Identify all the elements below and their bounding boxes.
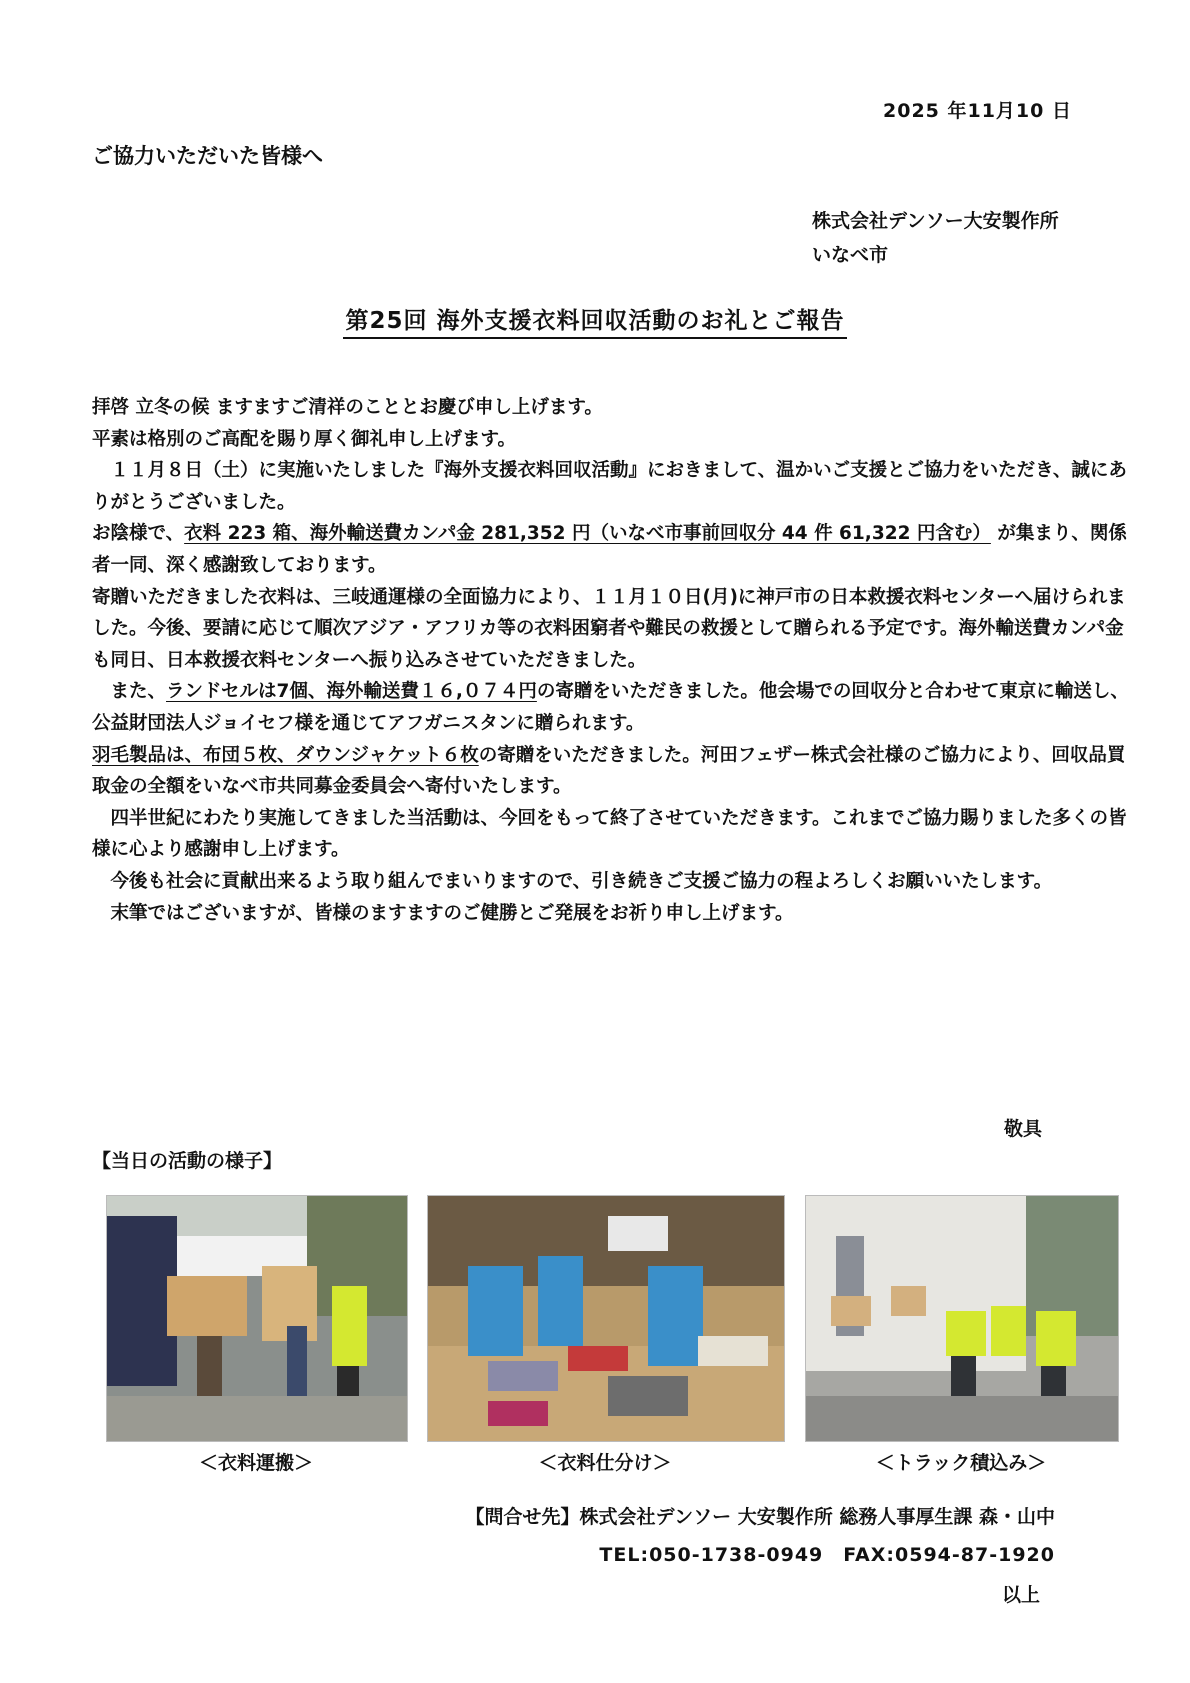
farewell-paragraph: 末筆ではございますが、皆様のますますのご健勝とご発展をお祈り申し上げます。 bbox=[92, 902, 794, 924]
letter-body bbox=[92, 392, 1132, 929]
letter-date: 2025 年11月10 日 bbox=[883, 100, 1072, 122]
photo-carrying bbox=[106, 1195, 408, 1442]
letter-title bbox=[0, 302, 1190, 335]
photos-section-label: 【当日の活動の様子】 bbox=[92, 1150, 283, 1172]
greeting-paragraph: 拝啓 立冬の候 ますますご清祥のこととお慶び申し上げます。 bbox=[92, 397, 603, 418]
down-outro: の寄贈をいただきました。河田フェザー株式会社様のご協力により、回収品買取金の全額をいなべ市共同募金委員会へ寄付いたします。 bbox=[92, 744, 1126, 798]
caption-carrying: ＜衣料運搬＞ bbox=[198, 1452, 313, 1474]
randoseru-outro: の寄贈をいただきました。他会場での回収分と合わせて東京に輸送し、公益財団法人ジョイセフ様を通じてアフガニスタンに贈られます。 bbox=[92, 681, 1129, 734]
conclusion-paragraph: 四半世紀にわたり実施してきました当活動は、今回をもって終了させていただきます。これまでご協力賜りました多くの皆様に心より感謝申し上げます。 bbox=[92, 807, 1127, 861]
randoseru-highlight: ランドセルは7個、海外輸送費１６,０７４円 bbox=[166, 681, 537, 703]
future-paragraph: 今後も社会に貢献出来るよう取り組んでまいりますので、引き続きご支援ご協力の程よろしくお願いいたします。 bbox=[92, 870, 1053, 892]
results-intro: お陰様で、 bbox=[92, 523, 185, 545]
photo-loading bbox=[805, 1195, 1119, 1442]
thanks-paragraph: 平素は格別のご高配を賜り厚く御礼申し上げます。 bbox=[92, 428, 517, 450]
results-highlight: 衣料 223 箱、海外輸送費カンパ金 281,352 円（いなべ市事前回収分 44 件 61,322 円含む） bbox=[184, 523, 991, 545]
results-outro: が集まり、関係者一同、深く感謝致しております。 bbox=[92, 523, 1127, 576]
recipient-line: ご協力いただいた皆様へ bbox=[92, 144, 323, 168]
randoseru-paragraph bbox=[92, 676, 1132, 739]
results-paragraph bbox=[92, 518, 1132, 581]
caption-loading: ＜トラック積込み＞ bbox=[875, 1452, 1047, 1474]
end-mark: 以上 bbox=[1001, 1584, 1040, 1606]
caption-sorting: ＜衣料仕分け＞ bbox=[538, 1452, 672, 1474]
sender-city: いなべ市 bbox=[812, 244, 889, 266]
photo-sorting bbox=[427, 1195, 785, 1442]
contact-name: 【問合せ先】株式会社デンソー 大安製作所 総務人事厚生課 森・山中 bbox=[465, 1506, 1055, 1528]
sender-company: 株式会社デンソー大安製作所 bbox=[812, 210, 1059, 232]
sender-block bbox=[812, 204, 1059, 272]
closing-word: 敬具 bbox=[1003, 1118, 1042, 1140]
delivery-paragraph: 寄贈いただきました衣料は、三岐通運様の全面協力により、１１月１０日(月)に神戸市の日本救援衣料センターへ届けられました。今後、要請に応じて順次アジア・アフリカ等の衣料困窮者や難民の救援として贈られる予定です。海外輸送費カンパ金も同日、日本救援衣料センターへ振り込みさせていただきました。 bbox=[92, 586, 1126, 671]
event-paragraph: １１月８日（土）に実施いたしました『海外支援衣料回収活動』におきまして、温かいご支援とご協力をいただき、誠にありがとうございました。 bbox=[92, 460, 1127, 513]
down-paragraph bbox=[92, 740, 1132, 803]
randoseru-intro: また、 bbox=[92, 681, 167, 703]
contact-phone-fax: TEL:050-1738-0949 FAX:0594-87-1920 bbox=[599, 1544, 1055, 1566]
letter-title-text: 第25回 海外支援衣料回収活動のお礼とご報告 bbox=[343, 308, 846, 339]
down-highlight: 羽毛製品は、布団５枚、ダウンジャケット６枚 bbox=[92, 744, 479, 766]
